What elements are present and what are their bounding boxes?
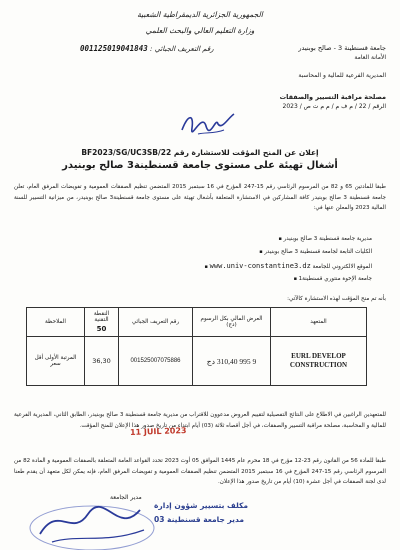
header-tech-score: [85, 308, 119, 337]
stamp-line-2: مدير جامعة قسنطينة 03: [154, 515, 244, 524]
signatory-title: مدير الجامعة: [110, 494, 142, 501]
appeal-paragraph: طبقا للمادة 56 من القانون رقم 23-12 مؤرخ في 18 محرم عام 1445 الموافق 05 أوت 2023 تحدد القواعد العامة المتعلقة بالصفقات العمومية و المادة 82 من المرسوم الرئاسي رقم 15-247 المؤرخ في 16 سبتمبر 2015 المتضمن تنظيم الصفقات العمومية و تفويضات المرفق العام، فإنه يمكن لكل متعهد أن يقدم طعنا لدى لجنة الصفقات في أجل عشرة (10) أيام من تاريخ صدور هذا الإعلان.: [14, 458, 387, 485]
consultation-paragraph: للمتعهدين الراغبين في الاطلاع على النتائج التفصيلية لتقييم العروض مدعوون للاقتراب من مديرية جامعة قسنطينة 3 صالح بوبنيدر، الطابق الثاني، المديرية الفرعية للمالية و المحاسبة، مصلحة مراقبة التسيير والصفقات، في أجل أقصاه ثلاثة (03) أيام ابتداء من تاريخ صدور هذا الإعلان للمنح المؤقت.: [14, 412, 386, 429]
tech-score: 36,30: [85, 337, 119, 386]
table-intro: بأنه تم منح المؤقت لهذه الاستشارة كالآتي:: [287, 296, 386, 302]
announcement-subject: أشغال تهيئة على مستوى جامعة قسنطينة3 صالح بوبنيدر: [62, 160, 338, 171]
bid-amount: 9 995 310,40 دج: [193, 337, 271, 386]
date-stamp-value: 11 JUIL 2023: [129, 426, 187, 437]
table-header-row: [27, 308, 367, 337]
service-label: مصلحة مراقبة التسيير والصفقات: [279, 93, 386, 101]
header-amount: العرض المالي بكل الرسوم (دج): [193, 308, 271, 337]
table-row: [27, 337, 367, 386]
website-link[interactable]: www.univ-constantine3.dz: [209, 262, 311, 270]
channel-item: [205, 262, 373, 270]
handwritten-signature-icon: [178, 108, 238, 138]
bidder-tax-id: 001525007075886: [119, 337, 193, 386]
channel-item-label: الموقع الالكتروني للجامعة: [312, 264, 372, 270]
date-stamp: [130, 426, 187, 437]
tax-id-label: رقم التعريف الجبائي: [154, 45, 214, 53]
tax-id-value: 001125019041843: [80, 44, 148, 53]
tech-score-max: 50: [96, 325, 107, 333]
announcement-title: إعلان عن المنح المؤقت للاستشارة رقم BF2023/SG/UC3SB/22: [81, 148, 319, 157]
channel-item: جامعة الإخوة منتوري قسنطينة1 ▪: [294, 276, 372, 282]
stamp-line-1: مكلف بتسيير شؤون إدارة: [154, 501, 249, 510]
intro-paragraph: طبقا للمادتين 65 و 82 من المرسوم الرئاسي رقم 15-247 المؤرخ في 16 سبتمبر 2015 المتضمن تنظيم الصفقات العمومية و تفويضات المرفق العام، تعلن جامعة قسنطينة 3 صالح بوبنيدر كافة المشاركين في الاستشارة المتعلقة بأشغال تهيئة على مستوى جامعة قسنطينة3 صالح بوبنيدر، من ميزانية التسيير للسنة المالية 2023 والمعلن عنها في:: [14, 184, 387, 211]
secretariat-label: الأمانة العامة: [354, 54, 386, 61]
award-table: [26, 307, 367, 386]
header-tech-label: النقطة التقنية: [93, 311, 110, 323]
header-note: الملاحظة: [27, 308, 85, 337]
ministry-header: وزارة التعليم العالي والبحث العلمي: [145, 26, 255, 35]
channel-item: مديرية جامعة قسنطينة 3 صالح بوبنيدر ▪: [278, 236, 372, 242]
channel-item: الكليات التابعة لجامعة قسنطينة 3 صالح بوبنيدر ▪: [259, 249, 372, 255]
reference-number: الرقم / 22 / م ف م / م م ت ص / 2023: [282, 103, 386, 110]
row-note: المرتبة الأولى أقل سعر: [27, 337, 85, 386]
header-tax-id: رقم التعريف الجبائي: [119, 308, 193, 337]
university-name: جامعة قسنطينة 3 - صالح بوبنيدر: [298, 44, 386, 52]
sub-directorate-label: المديرية الفرعية للمالية و المحاسبة: [298, 72, 386, 79]
bidder-name: EURL DEVELOP CONSTRUCTION: [271, 337, 367, 386]
official-stamp-icon: [22, 494, 249, 550]
tax-id-line: رقم التعريف الجبائي : 001125019041843: [80, 44, 214, 53]
header-bidder: المتعهد: [271, 308, 367, 337]
republic-header: الجمهورية الجزائرية الديمقراطية الشعبية: [137, 10, 263, 19]
